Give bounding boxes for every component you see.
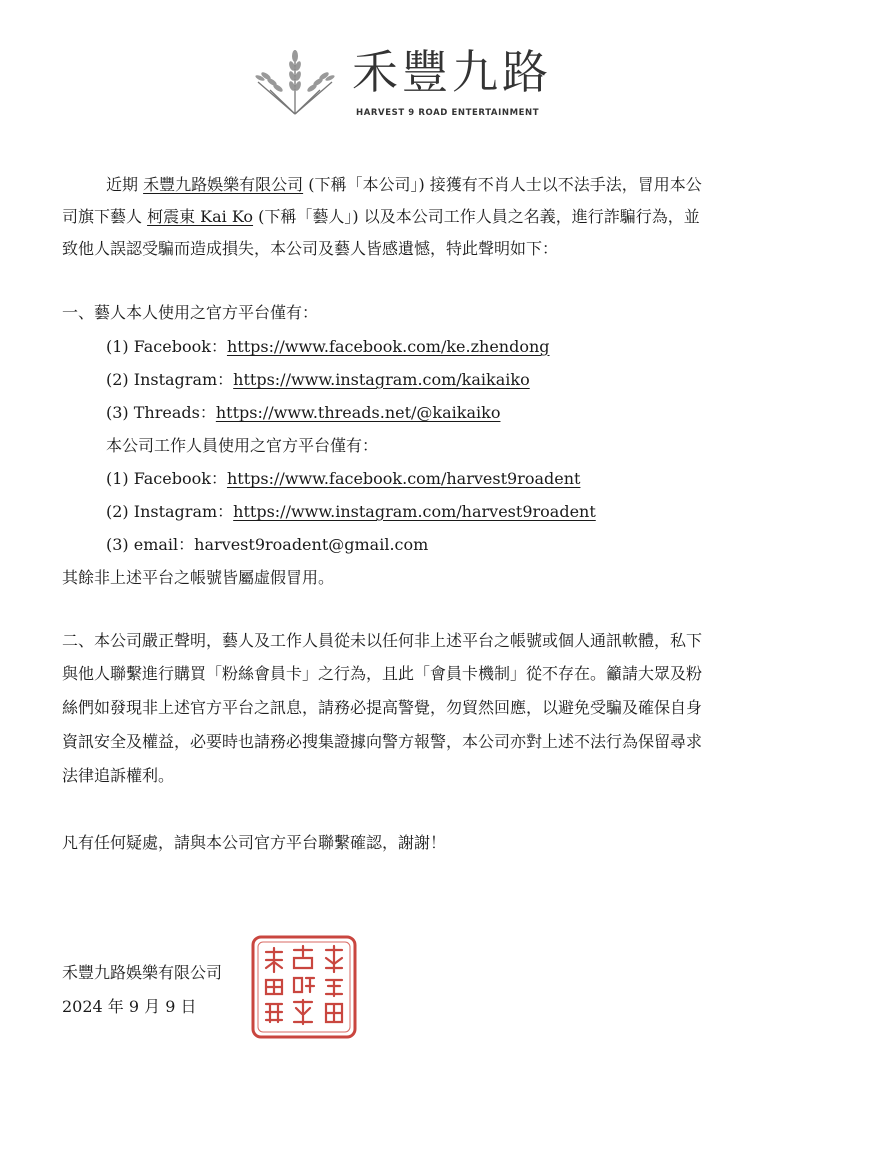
staff-platform-email bbox=[106, 534, 428, 556]
intro-text: (下稱「本公司」) 接獲有不肖人士以不法手法，冒用本公 bbox=[303, 175, 702, 194]
company-logo bbox=[248, 42, 588, 122]
email-address[interactable]: harvest9roadent@gmail.com bbox=[194, 535, 429, 554]
section2-line-3: 絲們如發現非上述官方平台之訊息，請務必提高警覺，勿貿然回應，以避免受騙及確保自身 bbox=[62, 698, 703, 717]
platform-label: (3) email： bbox=[106, 535, 195, 554]
intro-line-3: 致他人誤認受騙而造成損失，本公司及藝人皆感遺憾，特此聲明如下： bbox=[62, 239, 559, 258]
platform-label: (2) Instagram： bbox=[106, 502, 234, 521]
logo-title: 禾豐九路 bbox=[352, 45, 552, 99]
facebook-link[interactable]: https://www.facebook.com/ke.zhendong bbox=[226, 337, 550, 356]
company-name: 禾豐九路娛樂有限公司 bbox=[143, 175, 304, 194]
intro-line-1 bbox=[106, 174, 702, 196]
closing-line: 凡有任何疑處，請與本公司官方平台聯繫確認，謝謝！ bbox=[62, 833, 447, 852]
intro-text: (下稱「藝人」) 以及本公司工作人員之名義，進行詐騙行為，並 bbox=[253, 207, 700, 226]
section2-line-4: 資訊安全及權益，必要時也請務必搜集證據向警方報警，本公司亦對上述不法行為保留尋求 bbox=[62, 732, 703, 751]
platform-label: (1) Facebook： bbox=[106, 337, 227, 356]
platform-label: (2) Instagram： bbox=[106, 370, 234, 389]
section2-line-5: 法律追訴權利。 bbox=[62, 766, 175, 785]
artist-platform-facebook bbox=[106, 336, 550, 358]
logo-subtitle: HARVEST 9 ROAD ENTERTAINMENT bbox=[356, 108, 540, 118]
section1-heading: 一、藝人本人使用之官方平台僅有： bbox=[62, 303, 319, 322]
company-seal bbox=[250, 934, 358, 1040]
signature-company: 禾豐九路娛樂有限公司 bbox=[62, 963, 223, 982]
intro-text: 司旗下藝人 bbox=[62, 207, 148, 226]
instagram-link[interactable]: https://www.instagram.com/harvest9roadent bbox=[233, 502, 596, 521]
threads-link[interactable]: https://www.threads.net/@kaikaiko bbox=[215, 403, 501, 422]
staff-platform-facebook bbox=[106, 468, 580, 490]
wheat-icon bbox=[248, 42, 343, 120]
platform-label: (1) Facebook： bbox=[106, 469, 227, 488]
artist-name: 柯震東 Kai Ko bbox=[147, 207, 254, 226]
facebook-link[interactable]: https://www.facebook.com/harvest9roadent bbox=[226, 469, 581, 488]
intro-text: 近期 bbox=[106, 175, 144, 194]
intro-line-2 bbox=[62, 206, 700, 228]
artist-platform-instagram bbox=[106, 369, 530, 391]
signature-date: 2024 年 9 月 9 日 bbox=[62, 997, 197, 1016]
section1-closing: 其餘非上述平台之帳號皆屬虛假冒用。 bbox=[62, 568, 335, 587]
section2-line-2: 與他人聯繫進行購買「粉絲會員卡」之行為，且此「會員卡機制」從不存在。籲請大眾及粉 bbox=[62, 664, 703, 683]
section2-line-1: 二、本公司嚴正聲明，藝人及工作人員從未以任何非上述平台之帳號或個人通訊軟體，私下 bbox=[62, 631, 703, 650]
staff-platform-instagram bbox=[106, 501, 596, 523]
platform-label: (3) Threads： bbox=[106, 403, 216, 422]
staff-heading: 本公司工作人員使用之官方平台僅有： bbox=[106, 436, 379, 455]
instagram-link[interactable]: https://www.instagram.com/kaikaiko bbox=[233, 370, 530, 389]
artist-platform-threads bbox=[106, 402, 500, 424]
